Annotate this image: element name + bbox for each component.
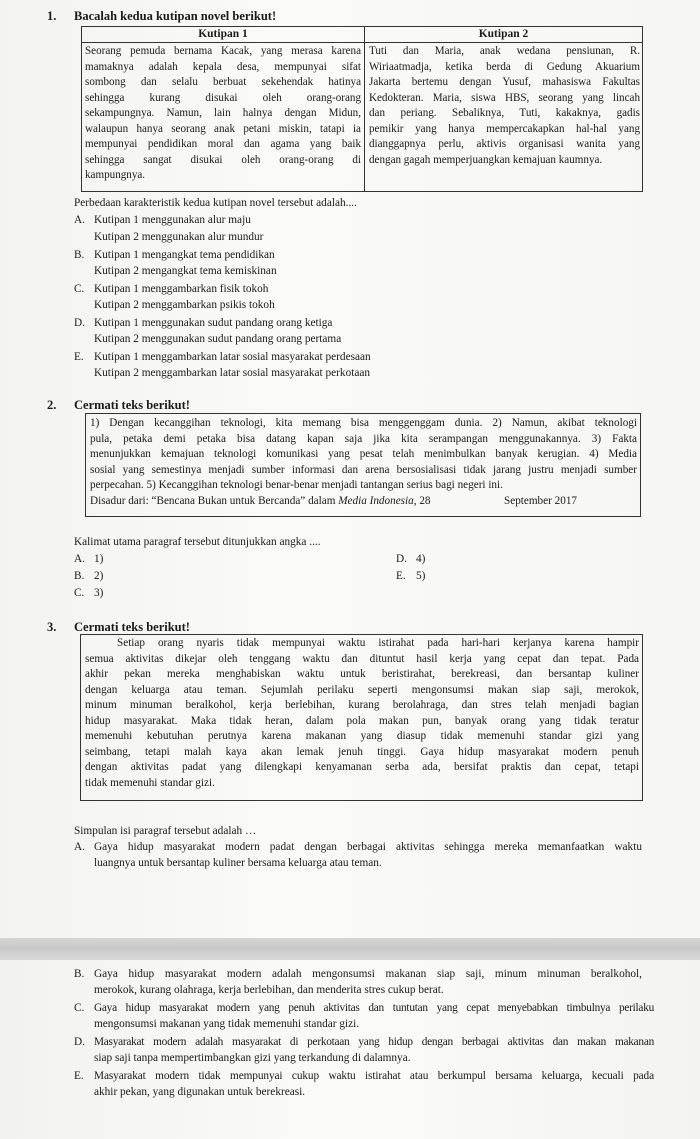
kutipan-1-line: sehingga kurang disukai oleh orang-orang [85,91,361,104]
q1-title: Bacalah kedua kutipan novel berikut! [74,9,277,23]
q3-option-b-letter[interactable]: B. [74,968,85,980]
q2-option-d-value[interactable]: 4) [416,553,426,565]
kutipan-1-line: Seorang pemuda bernama Kacak, yang merasa karena [85,45,361,57]
q3-text-line: semua aktivitas dikejar oleh tenggang waktu dan dituntut hasil kerja yang cepat dan tepat. Pada [85,652,639,665]
q3-number: 3. [47,620,57,634]
q1-option-e-line1[interactable]: Kutipan 1 menggambarkan latar sosial masyarakat perdesaan [94,351,371,363]
q3-text-line: memenuhi kebutuhan perutnya karena makanan yang diasup tidak memenuhi standar gizi yang [85,730,639,742]
q2-option-c-letter[interactable]: C. [74,587,85,599]
q1-excerpt-table [81,26,643,192]
page-gap [0,938,700,960]
q2-text-line: perpecahan. 5) Kecanggihan teknologi benar-benar menjadi tantangan serius bagi negeri ini. [90,479,503,491]
q1-option-a-line1[interactable]: Kutipan 1 menggunakan alur maju [94,214,251,226]
q2-source-date: September 2017 [504,494,578,507]
kutipan-2-line: pemikir yang hanya mempercakapkan hal-hal yang [369,122,640,135]
kutipan-2-line: dan periang. Sebaliknya, Tuti, kakaknya, gadis [369,107,640,119]
q2-option-e-letter[interactable]: E. [396,570,406,582]
q1-number: 1. [47,9,57,23]
q2-option-b-value[interactable]: 2) [94,570,104,582]
q2-option-d-letter[interactable]: D. [396,553,407,565]
q3-option-e-line2[interactable]: akhir pekan, yang digunakan untuk berekreasi. [94,1086,306,1098]
kutipan-2-line: dianggapnya perlu, aktivis organisasi wanita yang [369,138,640,150]
q2-text-line: menunjukkan kemajuan teknologi komunikasi yang pesat telah menimbulkan banyak kerugian. 4) Media [90,448,637,460]
q2-source-prefix: Disadur dari: “Bencana Bukan untuk Bercanda” dalam [90,494,339,507]
table-header-divider [82,42,642,43]
q1-option-c-letter[interactable]: C. [74,283,85,295]
q2-number: 2. [47,398,57,412]
q1-option-b-line1[interactable]: Kutipan 1 mengangkat tema pendidikan [94,249,275,261]
q2-option-e-value[interactable]: 5) [416,570,426,582]
q3-text-line: tidak memenuhi standar gizi. [85,776,215,789]
q1-option-e-letter[interactable]: E. [74,351,84,363]
q3-option-b-line1[interactable]: Gaya hidup masyarakat modern adalah mengonsumsi makanan siap saji, minum minuman beralkohol, [94,968,642,980]
q1-option-a-letter[interactable]: A. [74,214,85,226]
q3-option-c-letter[interactable]: C. [74,1002,85,1014]
q1-option-d-line1[interactable]: Kutipan 1 menggunakan sudut pandang orang ketiga [94,317,333,329]
q2-text-box [85,413,641,517]
q1-option-d-letter[interactable]: D. [74,317,85,329]
q3-text-line: akhir pekan mereka menghabiskan waktu untuk beristirahat, berekreasi, dan bersantap kuliner [85,668,639,680]
table-cell-kutipan-1 [85,44,361,184]
q3-title: Cermati teks berikut! [74,620,190,634]
kutipan-1-line: sombong dan selalu berbuat sekehendak hatinya [85,76,361,88]
q2-option-a-letter[interactable]: A. [74,553,85,565]
q3-option-d-line1[interactable]: Masyarakat modern adalah masyarakat di perkotaan yang hidup dengan berbagai aktivitas dan makan makanan [94,1036,654,1048]
q2-text-line: 1) Dengan kecanggihan teknologi, kita memang bisa menggenggam dunia. 2) Namun, akibat teknologi [90,417,637,429]
kutipan-2-line: dengan gagah memperjuangkan kemajuan kaumnya. [369,153,603,166]
kutipan-1-line: walaupun hanya seorang anak petani miskin, tatapi ia [85,122,361,135]
kutipan-1-line: sehingga sangat disukai oleh orang-orang di [85,153,361,166]
kutipan-1-line: mempunyai pendidikan moral dan agama yang baik [85,138,361,150]
q2-text-line: sosial yang semestinya menjadi sumber informasi dan arena bersosialisasi tidak jarang justru menjadi sumber [90,463,637,476]
q3-option-c-line1[interactable]: Gaya hidup masyarakat modern yang penuh aktivitas dan tuntutan yang cepat menyebabkan timbulnya perilaku [94,1002,654,1014]
q3-text-line: hidup masyarakat. Maka tidak heran, dalam pola makan pun, banyak orang yang tidak teratur [85,714,639,727]
q3-option-e-letter[interactable]: E. [74,1070,84,1082]
kutipan-2-line: Tuti dan Maria, anak wedana pensiunan, R. [369,45,640,57]
q3-option-d-line2[interactable]: siap saji tanpa mempertimbangkan gizi yang terkandung di dalamnya. [94,1052,411,1064]
kutipan-2-line: Kedokteran. Maria, siswa HBS, seorang yang lincah [369,91,640,104]
q1-option-c-line2[interactable]: Kutipan 2 menggambarkan psikis tokoh [94,299,275,311]
q2-question: Kalimat utama paragraf tersebut ditunjukkan angka .... [74,536,321,548]
q3-option-c-line2[interactable]: mengonsumsi makanan yang tidak memenuhi standar gizi. [94,1018,360,1030]
q2-option-b-letter[interactable]: B. [74,570,85,582]
q1-option-b-letter[interactable]: B. [74,249,85,261]
q2-option-a-value[interactable]: 1) [94,553,104,565]
q2-source [90,494,637,510]
q1-option-a-line2[interactable]: Kutipan 2 menggunakan alur mundur [94,231,264,243]
q3-text-line: minum minuman beralkohol, kerja berlebihan, kurang berolahraga, dan stres telah menjadi bagian [85,699,639,711]
q2-text-line: pula, petaka demi petaka bisa datang kapan saja jika kita serampangan menggunakannya. 3) Fakta [90,432,637,445]
q3-question: Simpulan isi paragraf tersebut adalah … [74,825,257,837]
table-header-kutipan-2: Kutipan 2 [478,28,529,40]
q3-option-a-line2[interactable]: luangnya untuk bersantap kuliner bersama keluarga atau teman. [94,857,382,869]
q1-option-c-line1[interactable]: Kutipan 1 menggambarkan fisik tokoh [94,283,269,295]
kutipan-1-line: sekampungnya. Namun, lain halnya dengan Midun, [85,107,361,119]
q3-text-line: Setiap orang nyaris tidak mempunyai waktu istirahat pada hari-hari kerjanya karena hampir [117,637,639,649]
q3-option-b-line2[interactable]: merokok, kurang olahraga, kerja berlebihan, dan menderita stres cukup berat. [94,984,444,996]
q3-text-box [80,634,643,801]
q1-option-b-line2[interactable]: Kutipan 2 mengangkat tema kemiskinan [94,265,277,277]
q1-option-d-line2[interactable]: Kutipan 2 menggunakan sudut pandang orang pertama [94,333,342,345]
q1-option-e-line2[interactable]: Kutipan 2 menggambarkan latar sosial masyarakat perkotaan [94,367,371,379]
q3-option-d-letter[interactable]: D. [74,1036,85,1048]
table-cell-kutipan-2 [369,44,640,168]
q3-option-e-line1[interactable]: Masyarakat modern tidak mempunyai cukup waktu istirahat atau berkumpul bersama keluarga, kecuali pada [94,1070,654,1082]
kutipan-2-line: Jakarta bertemu dengan Yusuf, mahasiswa Fakultas [369,76,640,88]
q3-option-a-line1[interactable]: Gaya hidup masyarakat modern padat dengan berbagai aktivitas sehingga mereka memanfaatkan waktu [94,841,642,853]
table-header-kutipan-1: Kutipan 1 [198,28,248,40]
q2-title: Cermati teks berikut! [74,398,190,412]
kutipan-1-line: mamaknya adalah kepala desa, mempunyai sifat [85,60,361,73]
q1-question: Perbedaan karakteristik kedua kutipan novel tersebut adalah.... [74,197,357,209]
table-column-divider [364,27,365,191]
q2-option-c-value[interactable]: 3) [94,587,104,599]
kutipan-1-line: kampungnya. [85,169,146,181]
q2-source-italic: Media Indonesia [338,494,414,507]
q3-text-line: dengan aktivitas padat yang dilengkapi kenyamanan serba ada, bersifat praktis dan cepat, tetapi [85,761,639,773]
q3-text-line: dengan keluarga atau teman. Sejumlah perilaku seperti mengonsumsi makan siap saji, merokok, [85,683,639,696]
q2-source-suffix: , 28 [413,494,431,507]
q3-option-a-letter[interactable]: A. [74,841,85,853]
kutipan-2-line: Wiriaatmadja, ketika berda di Gedung Akuarium [369,60,640,73]
q3-text-line: seimbang, tetapi malah kaya akan lemak jenuh tinggi. Gaya hidup masyarakat modern penuh [85,745,639,758]
